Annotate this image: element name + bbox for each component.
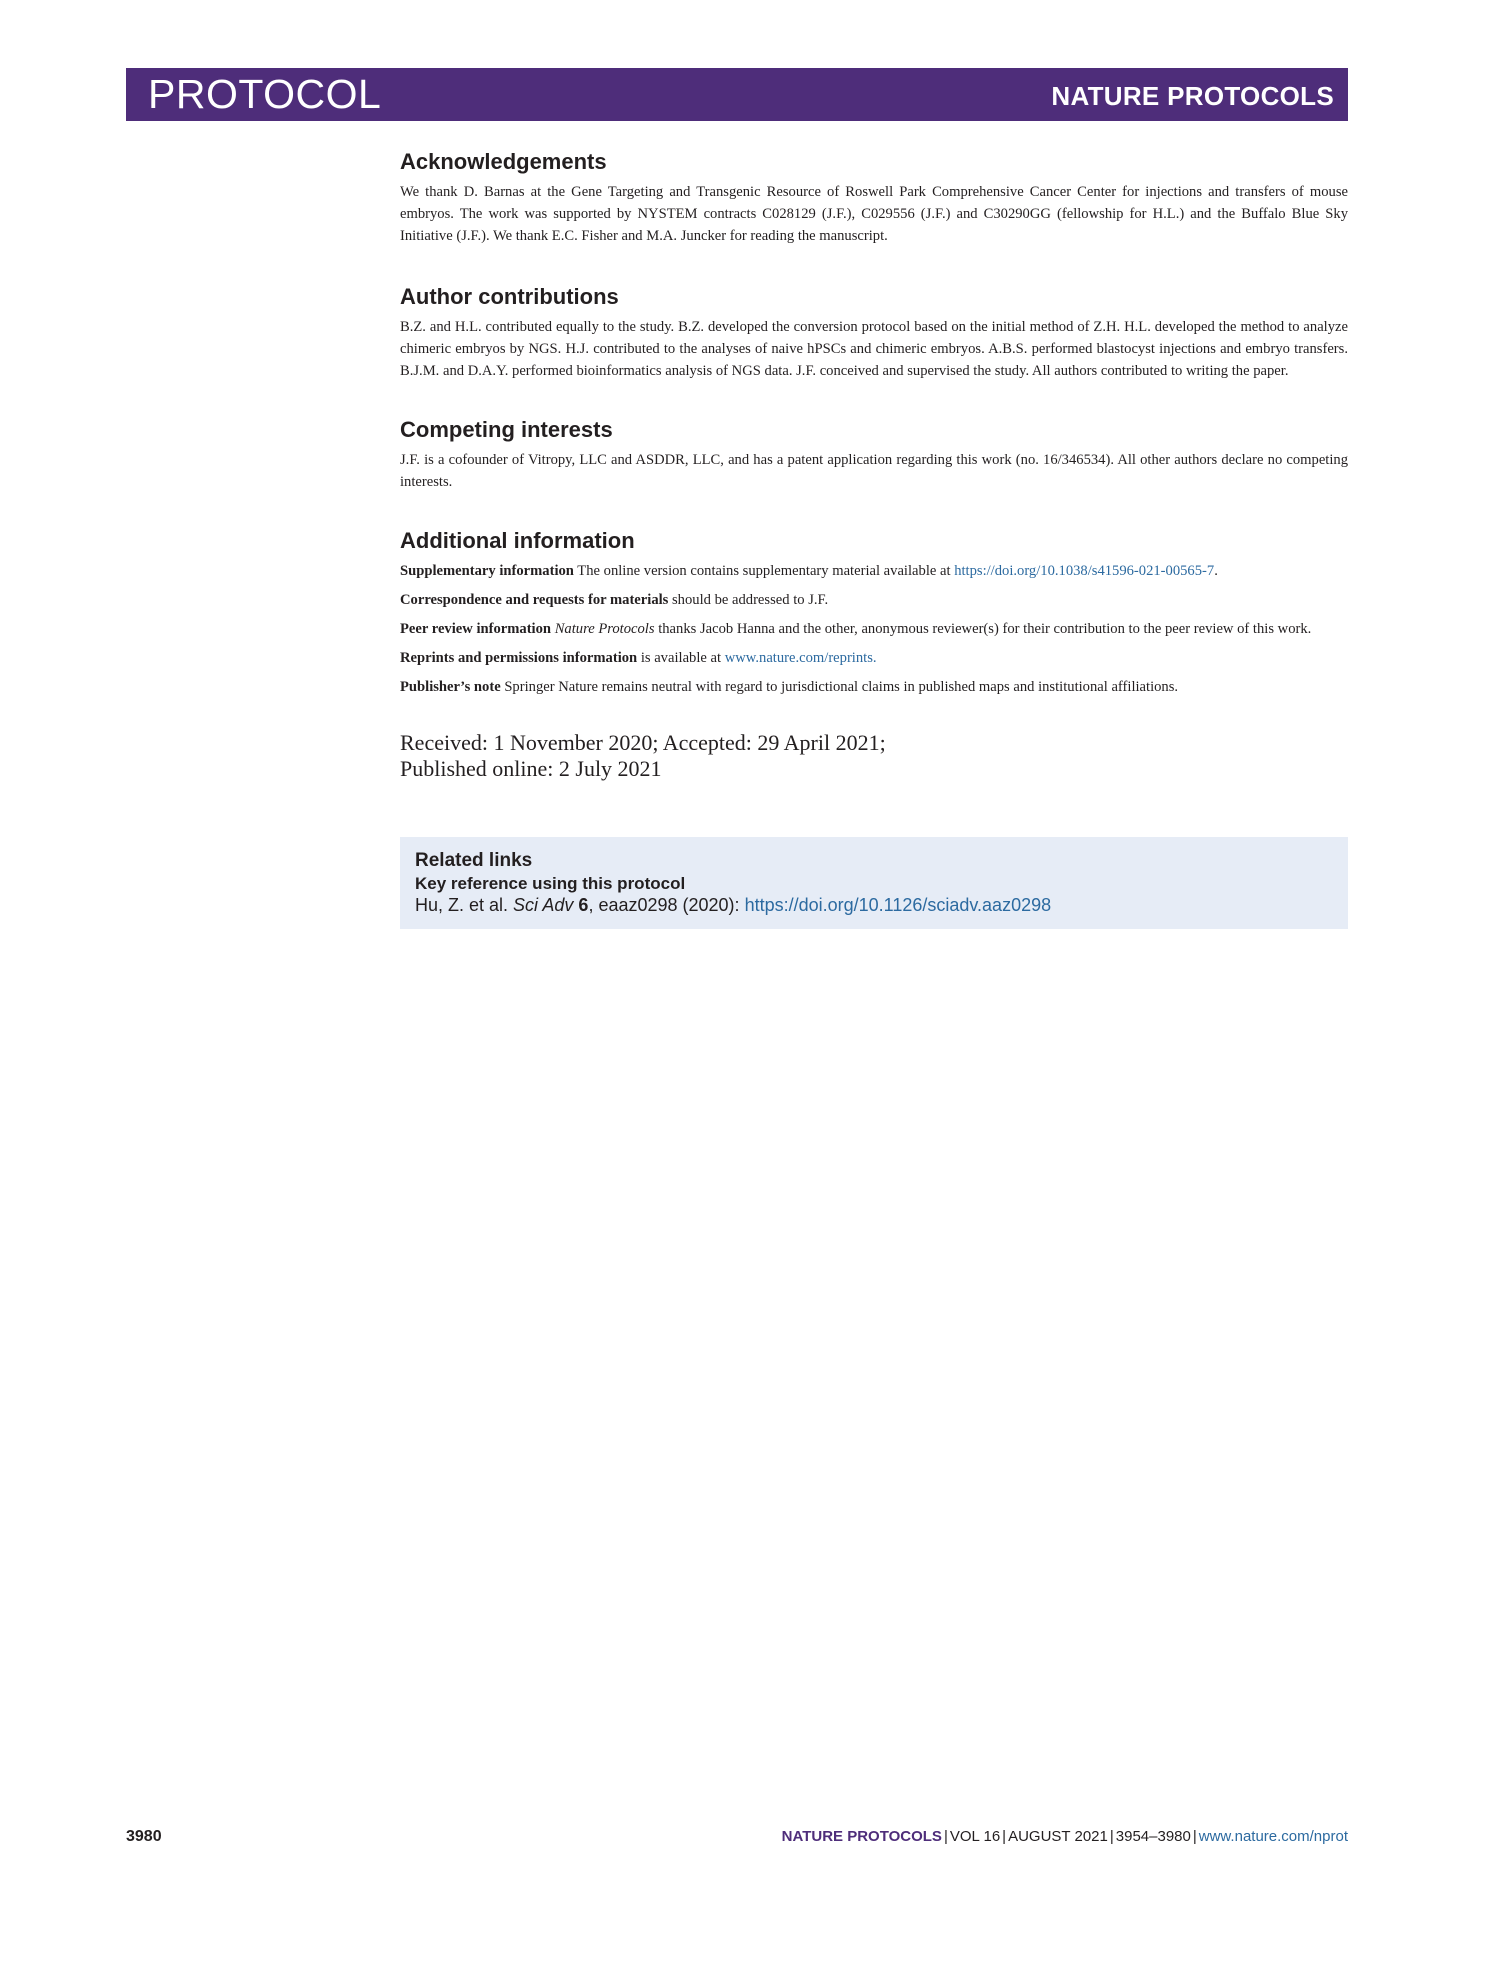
correspondence-text: should be addressed to J.F. [668,592,829,608]
footer-citation: NATURE PROTOCOLS | VOL 16 | AUGUST 2021 | 3954–3980 | www.nature.com/nprot [781,1828,1348,1845]
competing-interests-section [400,416,1348,493]
reference-volume: 6 [578,895,589,915]
publisher-text: Springer Nature remains neutral with regard to jurisdictional claims in published maps and institutional affiliations. [500,679,1179,695]
correspondence-label: Correspondence and requests for materials [400,592,669,608]
additional-information-section [400,527,1348,698]
supplementary-text: The online version contains supplementary material available at [573,563,955,579]
published-online-date: Published online: 2 July 2021 [400,756,662,781]
peer-review-journal: Nature Protocols [554,621,655,637]
reprints-link[interactable]: www.nature.com/reprints. [724,650,877,666]
received-accepted-dates: Received: 1 November 2020; Accepted: 29 April 2021; [400,730,886,755]
correspondence-info [400,589,1348,611]
peer-review-text: thanks Jacob Hanna and the other, anonymous reviewer(s) for their contribution to the peer review of this work. [654,621,1312,637]
footer-issue-date: AUGUST 2021 [1008,1828,1108,1845]
supplementary-end: . [1214,563,1218,579]
reference-doi-link[interactable]: https://doi.org/10.1126/sciadv.aaz0298 [744,895,1052,915]
header-bar [126,68,1348,121]
reference-authors: Hu, Z. et al. [415,895,514,915]
reference-details: , eaaz0298 (2020): [588,895,745,915]
author-contributions-section [400,283,1348,382]
main-content [400,148,1348,929]
competing-interests-heading: Competing interests [400,417,613,442]
page-number: 3980 [126,1828,162,1845]
footer-pages: 3954–3980 [1115,1828,1191,1845]
related-links-subtitle: Key reference using this protocol [415,874,686,893]
supplementary-link[interactable]: https://doi.org/10.1038/s41596-021-00565-7 [954,563,1215,579]
reprints-label: Reprints and permissions information [400,650,638,666]
publication-dates [400,730,1348,782]
reprints-info [400,647,1348,669]
reference-journal: Sci Adv [513,895,574,915]
reprints-text: is available at [637,650,725,666]
peer-review-label: Peer review information [400,621,552,637]
footer-journal: NATURE PROTOCOLS [781,1828,942,1845]
journal-name: NATURE PROTOCOLS [1051,81,1334,111]
section-label: PROTOCOL [148,71,382,117]
author-contributions-heading: Author contributions [400,284,619,309]
supplementary-info [400,560,1348,582]
related-links-heading: Related links [415,850,533,871]
peer-review-info [400,618,1348,640]
publisher-label: Publisher’s note [400,679,501,695]
supplementary-label: Supplementary information [400,563,574,579]
footer-volume: VOL 16 [949,1828,1001,1845]
page-footer [126,1828,1348,1852]
competing-interests-text: J.F. is a cofounder of Vitropy, LLC and ASDDR, LLC, and has a patent application regarding this work (no. 16/346534). All other authors declare no competing interests. [400,452,1348,490]
additional-information-heading: Additional information [400,528,635,553]
footer-journal-link[interactable]: www.nature.com/nprot [1198,1828,1348,1845]
author-contributions-text: B.Z. and H.L. contributed equally to the study. B.Z. developed the conversion protocol based on the initial method of Z.H. H.L. developed the method to analyze chimeric embryos by NGS. H.J. contributed to the analyses of naive hPSCs and chimeric embryos. A.B.S. performed blastocyst injections and embryo transfers. B.J.M. and D.A.Y. performed bioinformatics analysis of NGS data. J.F. conceived and supervised the study. All authors contributed to writing the paper. [400,319,1348,379]
acknowledgements-text: We thank D. Barnas at the Gene Targeting and Transgenic Resource of Roswell Park Comprehensive Cancer Center for injections and transfers of mouse embryos. The work was supported by NYSTEM contracts C028129 (J.F.), C029556 (J.F.) and C30290GG (fellowship for H.L.) and the Buffalo Blue Sky Initiative (J.F.). We thank E.C. Fisher and M.A. Juncker for reading the manuscript. [400,184,1348,244]
related-links-box [400,837,1348,929]
related-reference [415,894,1333,917]
acknowledgements-heading: Acknowledgements [400,149,607,174]
acknowledgements-section [400,148,1348,247]
publisher-note [400,676,1348,698]
